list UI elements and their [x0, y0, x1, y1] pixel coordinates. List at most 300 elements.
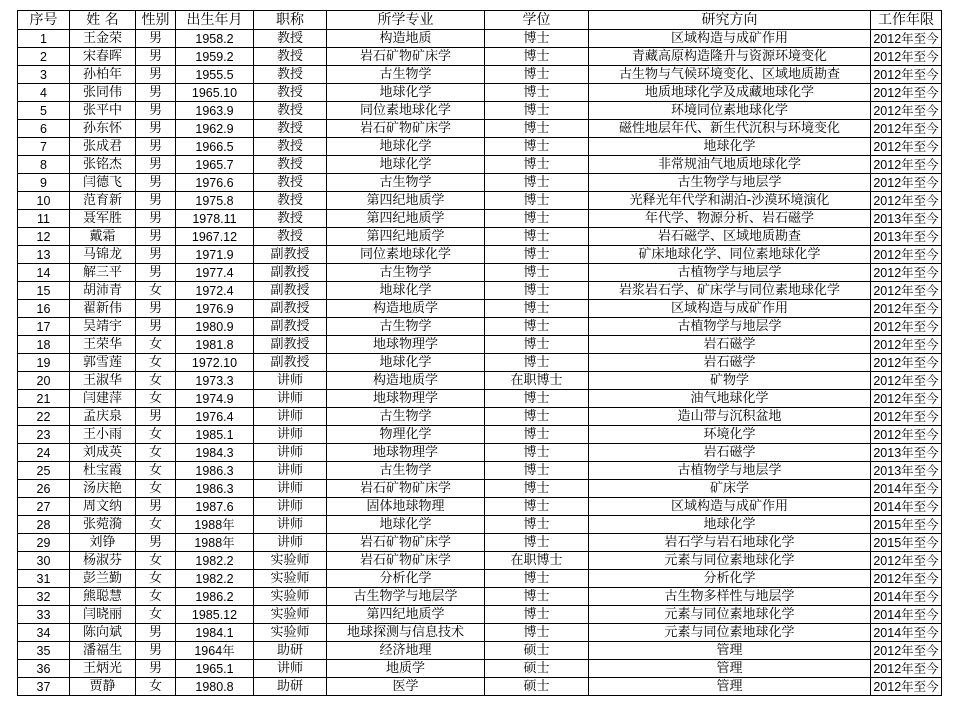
- cell-gender: 男: [136, 660, 176, 678]
- cell-gender: 男: [136, 246, 176, 264]
- cell-birth-date: 1987.6: [176, 498, 254, 516]
- cell-major: 岩石矿物矿床学: [327, 552, 485, 570]
- cell-research: 管理: [589, 660, 871, 678]
- table-row: [18, 372, 942, 390]
- cell-research: 岩石磁学: [589, 354, 871, 372]
- cell-major: 地球化学: [327, 138, 485, 156]
- cell-degree: 博士: [485, 462, 589, 480]
- cell-degree: 博士: [485, 174, 589, 192]
- cell-degree: 在职博士: [485, 372, 589, 390]
- cell-birth-date: 1966.5: [176, 138, 254, 156]
- header-name: 姓 名: [70, 11, 136, 30]
- cell-birth-date: 1985.1: [176, 426, 254, 444]
- cell-index: 18: [18, 336, 70, 354]
- cell-research: 元素与同位素地球化学: [589, 606, 871, 624]
- table-row: [18, 192, 942, 210]
- cell-birth-date: 1982.2: [176, 570, 254, 588]
- cell-major: 地球探测与信息技术: [327, 624, 485, 642]
- cell-gender: 女: [136, 606, 176, 624]
- cell-major: 固体地球物理: [327, 498, 485, 516]
- faculty-table: [17, 10, 942, 696]
- cell-birth-date: 1984.1: [176, 624, 254, 642]
- cell-title: 讲师: [254, 444, 327, 462]
- cell-period: 2012年至今: [871, 570, 942, 588]
- table-row: [18, 264, 942, 282]
- table-row: [18, 156, 942, 174]
- cell-gender: 女: [136, 678, 176, 696]
- cell-major: 古生物学与地层学: [327, 588, 485, 606]
- table-row: [18, 30, 942, 48]
- cell-birth-date: 1988年: [176, 516, 254, 534]
- cell-birth-date: 1965.10: [176, 84, 254, 102]
- cell-major: 同位素地球化学: [327, 102, 485, 120]
- cell-research: 磁性地层年代、新生代沉积与环境变化: [589, 120, 871, 138]
- cell-birth-date: 1975.8: [176, 192, 254, 210]
- cell-major: 构造地质学: [327, 372, 485, 390]
- cell-degree: 博士: [485, 156, 589, 174]
- cell-research: 岩石磁学: [589, 336, 871, 354]
- table-row: [18, 408, 942, 426]
- cell-title: 教授: [254, 228, 327, 246]
- cell-major: 地球物理学: [327, 336, 485, 354]
- cell-research: 环境化学: [589, 426, 871, 444]
- cell-major: 古生物学: [327, 174, 485, 192]
- cell-title: 讲师: [254, 390, 327, 408]
- cell-gender: 男: [136, 264, 176, 282]
- cell-birth-date: 1955.5: [176, 66, 254, 84]
- cell-name: 王金荣: [70, 30, 136, 48]
- cell-birth-date: 1973.3: [176, 372, 254, 390]
- cell-birth-date: 1971.9: [176, 246, 254, 264]
- cell-degree: 在职博士: [485, 552, 589, 570]
- cell-degree: 博士: [485, 534, 589, 552]
- cell-name: 吴靖宇: [70, 318, 136, 336]
- cell-index: 36: [18, 660, 70, 678]
- cell-gender: 男: [136, 642, 176, 660]
- cell-index: 10: [18, 192, 70, 210]
- cell-index: 27: [18, 498, 70, 516]
- cell-research: 光释光年代学和湖泊-沙漠环境演化: [589, 192, 871, 210]
- cell-birth-date: 1963.9: [176, 102, 254, 120]
- cell-research: 区域构造与成矿作用: [589, 498, 871, 516]
- cell-index: 7: [18, 138, 70, 156]
- cell-major: 地质学: [327, 660, 485, 678]
- cell-birth-date: 1988年: [176, 534, 254, 552]
- cell-degree: 博士: [485, 624, 589, 642]
- cell-name: 张成君: [70, 138, 136, 156]
- cell-index: 24: [18, 444, 70, 462]
- cell-period: 2012年至今: [871, 390, 942, 408]
- cell-gender: 男: [136, 408, 176, 426]
- cell-birth-date: 1985.12: [176, 606, 254, 624]
- cell-name: 宋春晖: [70, 48, 136, 66]
- cell-name: 戴霜: [70, 228, 136, 246]
- cell-degree: 博士: [485, 300, 589, 318]
- cell-title: 助研: [254, 678, 327, 696]
- cell-period: 2014年至今: [871, 480, 942, 498]
- cell-title: 教授: [254, 66, 327, 84]
- cell-gender: 男: [136, 174, 176, 192]
- cell-gender: 男: [136, 66, 176, 84]
- cell-name: 张菀漪: [70, 516, 136, 534]
- cell-title: 实验师: [254, 606, 327, 624]
- cell-gender: 女: [136, 390, 176, 408]
- cell-gender: 男: [136, 318, 176, 336]
- cell-title: 教授: [254, 192, 327, 210]
- cell-birth-date: 1977.4: [176, 264, 254, 282]
- table-row: [18, 606, 942, 624]
- header-birth-date: 出生年月: [176, 11, 254, 30]
- cell-index: 25: [18, 462, 70, 480]
- cell-period: 2012年至今: [871, 120, 942, 138]
- cell-period: 2012年至今: [871, 102, 942, 120]
- cell-title: 副教授: [254, 354, 327, 372]
- cell-gender: 女: [136, 336, 176, 354]
- cell-degree: 博士: [485, 30, 589, 48]
- cell-major: 第四纪地质学: [327, 606, 485, 624]
- cell-birth-date: 1962.9: [176, 120, 254, 138]
- cell-name: 孙东怀: [70, 120, 136, 138]
- cell-birth-date: 1986.3: [176, 462, 254, 480]
- cell-title: 实验师: [254, 552, 327, 570]
- cell-title: 讲师: [254, 498, 327, 516]
- cell-gender: 女: [136, 444, 176, 462]
- cell-title: 实验师: [254, 624, 327, 642]
- cell-research: 分析化学: [589, 570, 871, 588]
- cell-degree: 博士: [485, 102, 589, 120]
- cell-title: 助研: [254, 642, 327, 660]
- cell-degree: 博士: [485, 480, 589, 498]
- cell-period: 2012年至今: [871, 552, 942, 570]
- cell-index: 8: [18, 156, 70, 174]
- cell-research: 古植物学与地层学: [589, 264, 871, 282]
- cell-period: 2012年至今: [871, 84, 942, 102]
- cell-index: 6: [18, 120, 70, 138]
- cell-major: 古生物学: [327, 66, 485, 84]
- cell-major: 构造地质学: [327, 300, 485, 318]
- cell-index: 20: [18, 372, 70, 390]
- cell-birth-date: 1980.8: [176, 678, 254, 696]
- cell-name: 郭雪莲: [70, 354, 136, 372]
- cell-research: 年代学、物源分析、岩石磁学: [589, 210, 871, 228]
- table-row: [18, 570, 942, 588]
- cell-index: 1: [18, 30, 70, 48]
- cell-degree: 博士: [485, 48, 589, 66]
- cell-major: 医学: [327, 678, 485, 696]
- cell-major: 岩石矿物矿床学: [327, 48, 485, 66]
- cell-major: 地球化学: [327, 516, 485, 534]
- table-header-row: [18, 11, 942, 30]
- cell-birth-date: 1976.6: [176, 174, 254, 192]
- cell-period: 2012年至今: [871, 192, 942, 210]
- cell-birth-date: 1974.9: [176, 390, 254, 408]
- cell-birth-date: 1965.1: [176, 660, 254, 678]
- cell-birth-date: 1958.2: [176, 30, 254, 48]
- cell-period: 2014年至今: [871, 606, 942, 624]
- table-row: [18, 462, 942, 480]
- cell-major: 岩石矿物矿床学: [327, 480, 485, 498]
- cell-title: 讲师: [254, 516, 327, 534]
- table-row: [18, 534, 942, 552]
- cell-name: 熊聪慧: [70, 588, 136, 606]
- header-research: 研究方向: [589, 11, 871, 30]
- cell-major: 地球物理学: [327, 444, 485, 462]
- cell-name: 翟新伟: [70, 300, 136, 318]
- cell-name: 闫建萍: [70, 390, 136, 408]
- cell-major: 古生物学: [327, 318, 485, 336]
- cell-name: 聂军胜: [70, 210, 136, 228]
- cell-research: 管理: [589, 678, 871, 696]
- cell-index: 26: [18, 480, 70, 498]
- cell-major: 岩石矿物矿床学: [327, 120, 485, 138]
- cell-degree: 硕士: [485, 678, 589, 696]
- cell-name: 王炳光: [70, 660, 136, 678]
- cell-title: 教授: [254, 156, 327, 174]
- cell-index: 21: [18, 390, 70, 408]
- cell-major: 第四纪地质学: [327, 210, 485, 228]
- cell-birth-date: 1959.2: [176, 48, 254, 66]
- cell-degree: 博士: [485, 282, 589, 300]
- cell-gender: 男: [136, 84, 176, 102]
- table-row: [18, 426, 942, 444]
- header-degree: 学位: [485, 11, 589, 30]
- cell-period: 2013年至今: [871, 444, 942, 462]
- cell-research: 区域构造与成矿作用: [589, 300, 871, 318]
- cell-gender: 女: [136, 282, 176, 300]
- cell-title: 讲师: [254, 408, 327, 426]
- cell-birth-date: 1976.9: [176, 300, 254, 318]
- cell-research: 古植物学与地层学: [589, 462, 871, 480]
- cell-gender: 女: [136, 372, 176, 390]
- cell-period: 2012年至今: [871, 66, 942, 84]
- cell-major: 地球化学: [327, 282, 485, 300]
- table-row: [18, 246, 942, 264]
- faculty-table-container: [17, 10, 941, 696]
- cell-research: 古植物学与地层学: [589, 318, 871, 336]
- cell-title: 讲师: [254, 462, 327, 480]
- table-row: [18, 552, 942, 570]
- cell-index: 3: [18, 66, 70, 84]
- cell-period: 2012年至今: [871, 336, 942, 354]
- cell-degree: 博士: [485, 120, 589, 138]
- cell-name: 汤庆艳: [70, 480, 136, 498]
- cell-period: 2012年至今: [871, 156, 942, 174]
- table-row: [18, 660, 942, 678]
- cell-birth-date: 1972.4: [176, 282, 254, 300]
- cell-name: 王小雨: [70, 426, 136, 444]
- cell-research: 管理: [589, 642, 871, 660]
- cell-index: 13: [18, 246, 70, 264]
- cell-period: 2012年至今: [871, 678, 942, 696]
- cell-title: 副教授: [254, 282, 327, 300]
- cell-research: 岩石磁学: [589, 444, 871, 462]
- cell-major: 分析化学: [327, 570, 485, 588]
- cell-title: 教授: [254, 84, 327, 102]
- table-row: [18, 66, 942, 84]
- cell-research: 古生物多样性与地层学: [589, 588, 871, 606]
- cell-birth-date: 1976.4: [176, 408, 254, 426]
- cell-name: 闫德飞: [70, 174, 136, 192]
- cell-index: 9: [18, 174, 70, 192]
- cell-research: 矿床学: [589, 480, 871, 498]
- cell-gender: 男: [136, 156, 176, 174]
- cell-gender: 男: [136, 48, 176, 66]
- header-title: 职称: [254, 11, 327, 30]
- cell-research: 矿物学: [589, 372, 871, 390]
- cell-degree: 博士: [485, 138, 589, 156]
- cell-period: 2012年至今: [871, 174, 942, 192]
- cell-title: 副教授: [254, 300, 327, 318]
- cell-birth-date: 1986.2: [176, 588, 254, 606]
- cell-research: 地球化学: [589, 138, 871, 156]
- table-row: [18, 516, 942, 534]
- table-row: [18, 480, 942, 498]
- cell-index: 28: [18, 516, 70, 534]
- cell-title: 实验师: [254, 570, 327, 588]
- header-period: 工作年限: [871, 11, 942, 30]
- cell-index: 22: [18, 408, 70, 426]
- cell-gender: 女: [136, 354, 176, 372]
- cell-degree: 博士: [485, 354, 589, 372]
- table-row: [18, 642, 942, 660]
- cell-period: 2014年至今: [871, 624, 942, 642]
- cell-gender: 女: [136, 480, 176, 498]
- cell-birth-date: 1986.3: [176, 480, 254, 498]
- cell-name: 孟庆泉: [70, 408, 136, 426]
- cell-research: 元素与同位素地球化学: [589, 552, 871, 570]
- cell-period: 2013年至今: [871, 462, 942, 480]
- table-row: [18, 282, 942, 300]
- cell-name: 闫晓丽: [70, 606, 136, 624]
- cell-major: 同位素地球化学: [327, 246, 485, 264]
- cell-index: 16: [18, 300, 70, 318]
- cell-name: 张平中: [70, 102, 136, 120]
- cell-index: 5: [18, 102, 70, 120]
- cell-period: 2013年至今: [871, 228, 942, 246]
- cell-name: 杜宝霞: [70, 462, 136, 480]
- table-row: [18, 678, 942, 696]
- cell-degree: 硕士: [485, 660, 589, 678]
- cell-period: 2015年至今: [871, 534, 942, 552]
- cell-gender: 男: [136, 192, 176, 210]
- table-row: [18, 624, 942, 642]
- table-row: [18, 174, 942, 192]
- cell-major: 物理化学: [327, 426, 485, 444]
- table-row: [18, 390, 942, 408]
- cell-index: 11: [18, 210, 70, 228]
- cell-index: 31: [18, 570, 70, 588]
- cell-title: 副教授: [254, 336, 327, 354]
- cell-title: 实验师: [254, 588, 327, 606]
- cell-gender: 女: [136, 552, 176, 570]
- cell-index: 32: [18, 588, 70, 606]
- cell-degree: 博士: [485, 84, 589, 102]
- cell-index: 17: [18, 318, 70, 336]
- cell-research: 造山带与沉积盆地: [589, 408, 871, 426]
- cell-gender: 女: [136, 588, 176, 606]
- cell-major: 古生物学: [327, 462, 485, 480]
- cell-research: 元素与同位素地球化学: [589, 624, 871, 642]
- cell-name: 刘成英: [70, 444, 136, 462]
- cell-name: 解三平: [70, 264, 136, 282]
- header-index: 序号: [18, 11, 70, 30]
- header-gender: 性别: [136, 11, 176, 30]
- cell-gender: 男: [136, 228, 176, 246]
- cell-major: 古生物学: [327, 408, 485, 426]
- cell-title: 讲师: [254, 426, 327, 444]
- cell-birth-date: 1964年: [176, 642, 254, 660]
- cell-index: 2: [18, 48, 70, 66]
- table-body: [18, 30, 942, 696]
- cell-research: 非常规油气地质地球化学: [589, 156, 871, 174]
- cell-index: 19: [18, 354, 70, 372]
- cell-research: 地球化学: [589, 516, 871, 534]
- cell-major: 地球化学: [327, 354, 485, 372]
- cell-name: 杨淑芬: [70, 552, 136, 570]
- cell-degree: 博士: [485, 336, 589, 354]
- cell-title: 教授: [254, 102, 327, 120]
- cell-index: 34: [18, 624, 70, 642]
- cell-period: 2012年至今: [871, 372, 942, 390]
- cell-gender: 男: [136, 300, 176, 318]
- cell-period: 2012年至今: [871, 300, 942, 318]
- table-row: [18, 84, 942, 102]
- cell-degree: 博士: [485, 588, 589, 606]
- cell-research: 矿床地球化学、同位素地球化学: [589, 246, 871, 264]
- cell-title: 教授: [254, 210, 327, 228]
- cell-birth-date: 1980.9: [176, 318, 254, 336]
- cell-title: 教授: [254, 48, 327, 66]
- cell-title: 讲师: [254, 372, 327, 390]
- cell-period: 2012年至今: [871, 660, 942, 678]
- cell-major: 第四纪地质学: [327, 228, 485, 246]
- cell-index: 37: [18, 678, 70, 696]
- cell-period: 2014年至今: [871, 588, 942, 606]
- cell-title: 教授: [254, 120, 327, 138]
- cell-name: 孙柏年: [70, 66, 136, 84]
- cell-degree: 博士: [485, 498, 589, 516]
- cell-birth-date: 1981.8: [176, 336, 254, 354]
- table-row: [18, 588, 942, 606]
- table-row: [18, 48, 942, 66]
- cell-title: 讲师: [254, 480, 327, 498]
- cell-degree: 博士: [485, 228, 589, 246]
- cell-name: 马锦龙: [70, 246, 136, 264]
- cell-name: 张铭杰: [70, 156, 136, 174]
- cell-research: 油气地球化学: [589, 390, 871, 408]
- cell-period: 2012年至今: [871, 354, 942, 372]
- cell-gender: 女: [136, 462, 176, 480]
- table-row: [18, 102, 942, 120]
- cell-gender: 男: [136, 210, 176, 228]
- cell-research: 地质地球化学及成藏地球化学: [589, 84, 871, 102]
- cell-major: 岩石矿物矿床学: [327, 534, 485, 552]
- cell-name: 周文纳: [70, 498, 136, 516]
- cell-degree: 博士: [485, 606, 589, 624]
- cell-index: 23: [18, 426, 70, 444]
- cell-research: 岩石磁学、区域地质勘查: [589, 228, 871, 246]
- cell-period: 2012年至今: [871, 282, 942, 300]
- cell-index: 15: [18, 282, 70, 300]
- cell-title: 教授: [254, 30, 327, 48]
- cell-gender: 男: [136, 624, 176, 642]
- cell-degree: 博士: [485, 66, 589, 84]
- cell-gender: 女: [136, 570, 176, 588]
- cell-index: 12: [18, 228, 70, 246]
- cell-degree: 博士: [485, 192, 589, 210]
- cell-title: 副教授: [254, 264, 327, 282]
- cell-period: 2014年至今: [871, 498, 942, 516]
